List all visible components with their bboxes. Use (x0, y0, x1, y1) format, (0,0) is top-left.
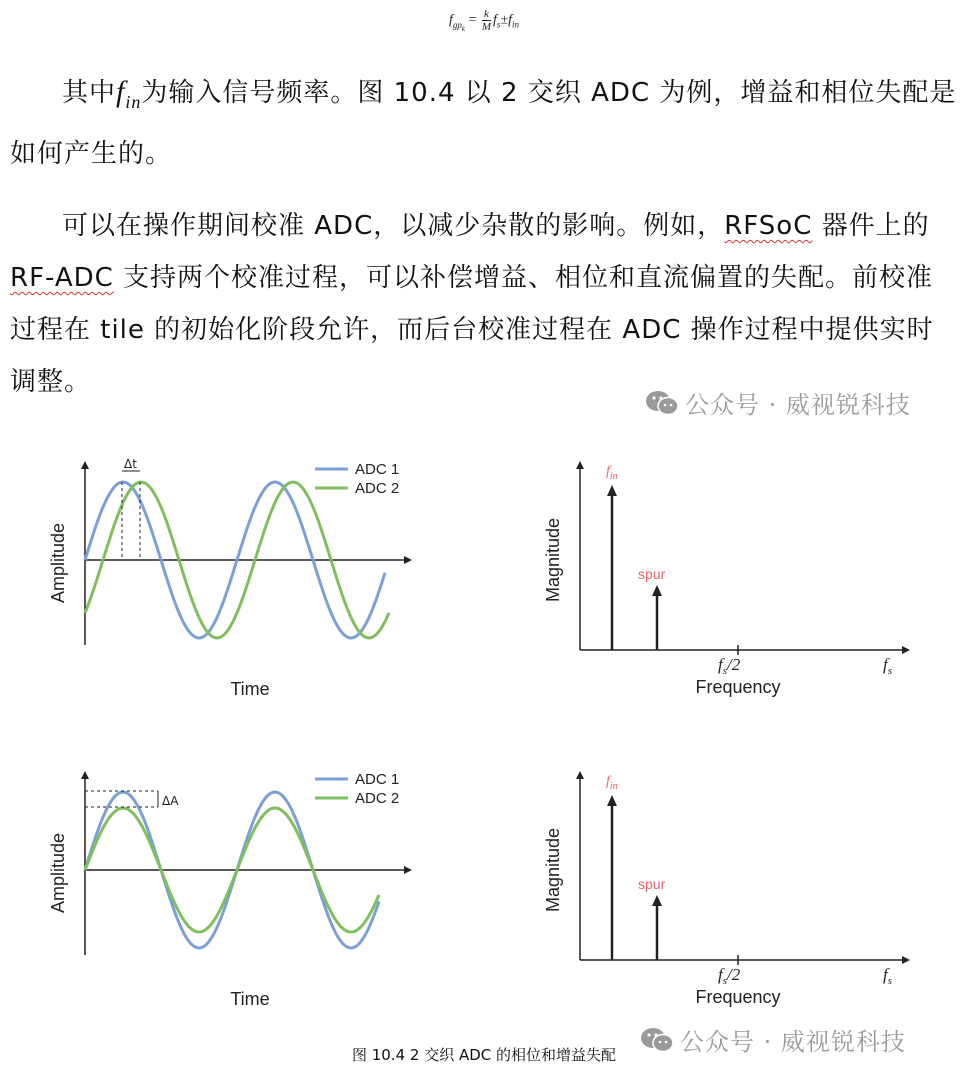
y-label: Magnitude (543, 827, 563, 913)
spur-label: spur (638, 566, 666, 582)
x-label: Time (230, 989, 270, 1009)
rfsoc-term: RFSoC (724, 211, 813, 241)
legend-adc2: ADC 2 (355, 480, 400, 497)
gain-time-plot (40, 765, 430, 1015)
fin-label: $f_{in}$ (606, 774, 618, 792)
fs-label: $f_s$ (883, 655, 893, 677)
watermark-2: 公众号 · 威视锐科技 (640, 1022, 906, 1057)
fs-label: $f_s$ (883, 965, 893, 987)
y-label: Amplitude (48, 522, 68, 604)
spur-label: spur (638, 876, 666, 892)
delta-t-label: Δt (124, 457, 137, 471)
fs-half-label: $f_s/2$ (718, 965, 741, 987)
delta-a-label: ΔA (162, 794, 179, 808)
y-label: Amplitude (48, 832, 68, 914)
formula: $f_{gp_k}$ = $\frac{k}{M}$ $f_s\pm f_{in}$ (448, 8, 520, 33)
legend-adc1: ADC 1 (355, 461, 400, 478)
rfadc-term: RF-ADC (10, 263, 114, 293)
paragraph-2: 可以在操作期间校准 ADC，以减少杂散的影响。例如，RFSoC 器件上的 RF-ADC 支持两个校准过程，可以补偿增益、相位和直流偏置的失配。前校准过程在 tile 的初始化阶段允许，而后台校准过程在 ADC 操作过程中提供实时调整。 (10, 211, 934, 397)
legend-adc1: ADC 1 (355, 771, 400, 788)
fs-half-label: $f_s/2$ (718, 655, 741, 677)
phase-time-plot (40, 455, 430, 705)
gain-spectrum-plot (535, 765, 925, 1015)
watermark: 公众号 · 威视锐科技 (645, 385, 911, 420)
figure-caption: 图 10.4 2 交织 ADC 的相位和增益失配 (351, 1046, 617, 1064)
phase-spectrum-plot (535, 455, 925, 705)
x-label: Frequency (695, 677, 781, 697)
legend-adc2: ADC 2 (355, 790, 400, 807)
x-label: Frequency (695, 987, 781, 1007)
wechat-icon (645, 390, 679, 416)
paragraph-1: 其中$f_{in}$为输入信号频率。图 10.4 以 2 交织 ADC 为例，增益和相位失配是如何产生的。 (10, 75, 957, 169)
fin-label: $f_{in}$ (606, 464, 618, 482)
y-label: Magnitude (543, 517, 563, 603)
x-label: Time (230, 679, 270, 699)
